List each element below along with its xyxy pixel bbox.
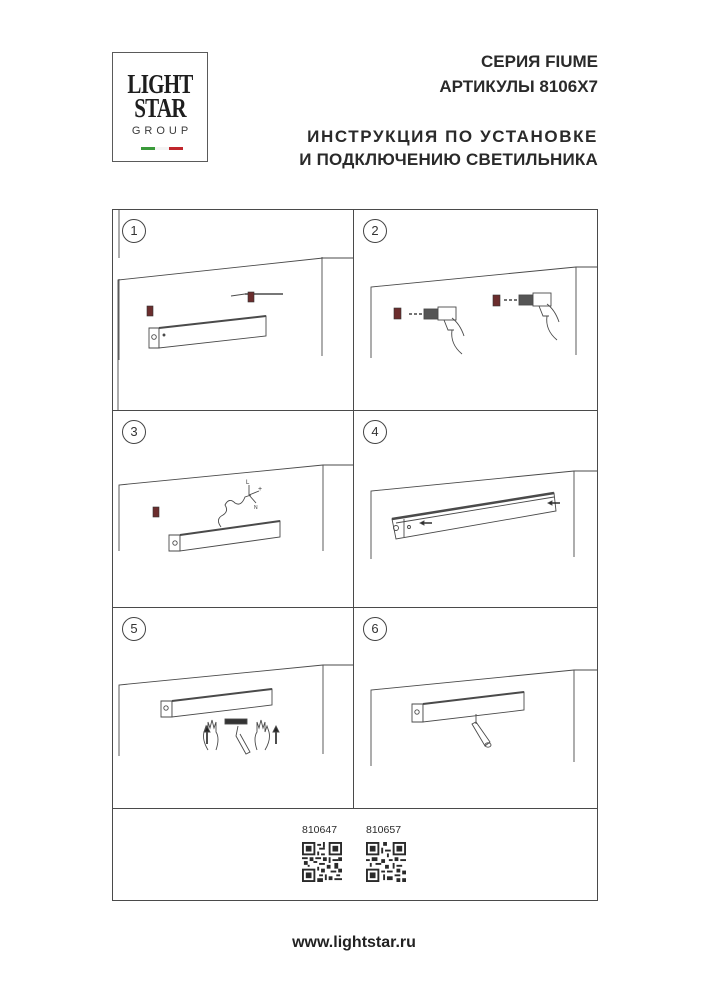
- logo-text-light: LIGHT: [127, 69, 193, 99]
- step-1-illustration: [113, 210, 353, 410]
- step-2-illustration: [354, 210, 597, 410]
- step-panel-6: [354, 608, 597, 808]
- dowel-mark-icon: [147, 306, 153, 316]
- step-panel-5: [113, 608, 353, 808]
- website-url[interactable]: www.lightstar.ru: [292, 934, 416, 951]
- svg-text:+: +: [258, 486, 263, 493]
- step-4-illustration: [354, 411, 597, 607]
- dowel-icon: [493, 295, 500, 306]
- article-numbers: АРТИКУЛЫ 8106X7: [439, 77, 598, 96]
- step-number: 5: [122, 617, 146, 641]
- step-number: 4: [363, 420, 387, 444]
- step-number: 1: [122, 219, 146, 243]
- italian-flag-stripe: [141, 147, 183, 150]
- step-6-illustration: [354, 608, 597, 808]
- dowel-icon: [394, 308, 401, 319]
- qr-article-label: 810647: [302, 824, 338, 836]
- grid-divider: [112, 808, 598, 809]
- qr-code-810647[interactable]: [302, 842, 342, 882]
- step-5-illustration: [113, 608, 353, 808]
- step-panel-3: [113, 411, 353, 607]
- logo-text-group: GROUP: [131, 125, 193, 137]
- brand-logo: [112, 52, 208, 162]
- step-panel-4: [354, 411, 597, 607]
- step-3-illustration: [113, 411, 353, 607]
- dowel-icon: [153, 507, 159, 517]
- series-title: СЕРИЯ FIUME: [481, 52, 598, 71]
- step-number: 2: [363, 219, 387, 243]
- logo-text-star: STAR: [134, 93, 186, 123]
- wire-label-neutral: N: [254, 505, 258, 511]
- step-panel-2: [354, 210, 597, 410]
- step-number: 6: [363, 617, 387, 641]
- wire-label-live: L: [246, 480, 250, 486]
- step-number: 3: [122, 420, 146, 444]
- document-title-line2: И ПОДКЛЮЧЕНИЮ СВЕТИЛЬНИКА: [299, 150, 598, 169]
- qr-article-label: 810657: [366, 824, 402, 836]
- document-title-line1: ИНСТРУКЦИЯ ПО УСТАНОВКЕ: [307, 127, 598, 146]
- step-panel-1: [113, 210, 353, 410]
- qr-code-810657[interactable]: [366, 842, 406, 882]
- dowel-mark-icon: [248, 292, 254, 302]
